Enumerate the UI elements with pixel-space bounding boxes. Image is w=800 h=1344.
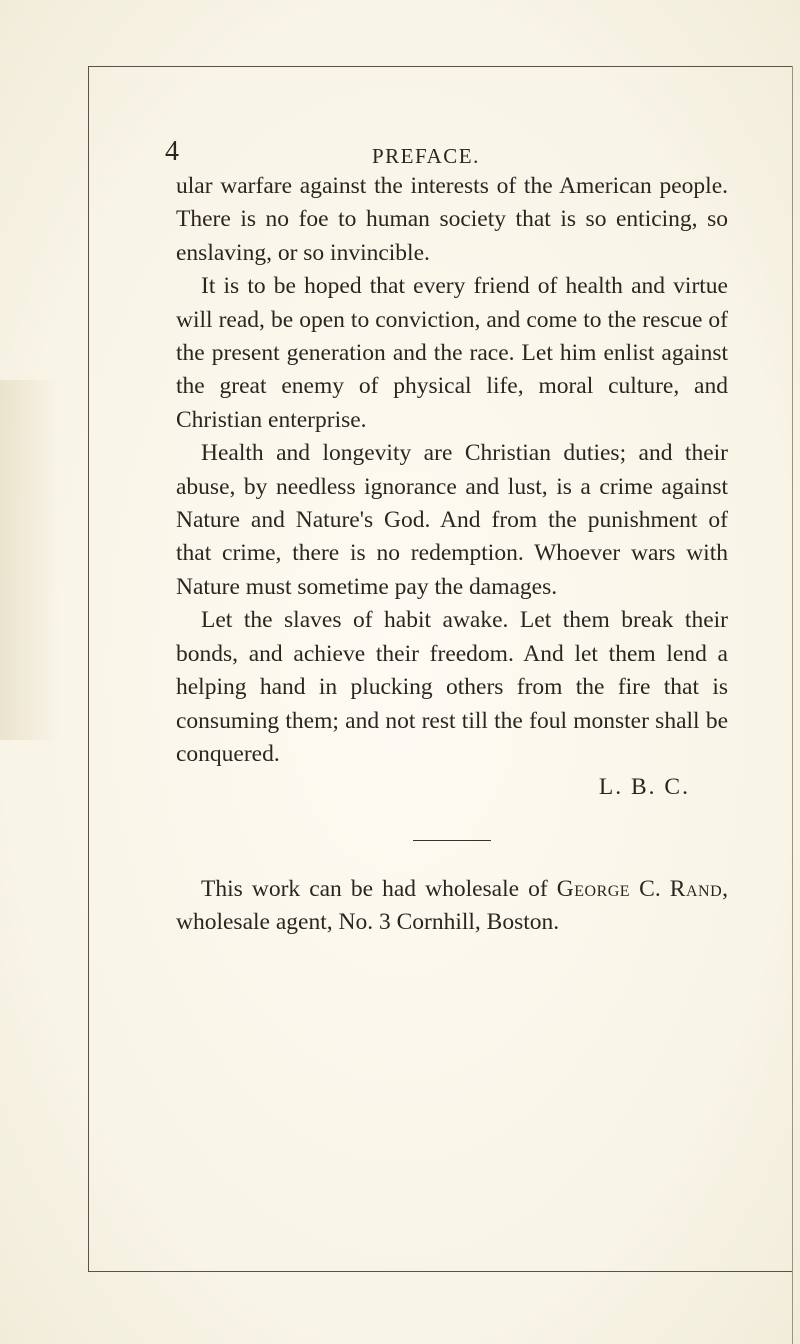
publisher-name-first: George bbox=[556, 875, 631, 902]
page-edge-shadow bbox=[0, 380, 60, 740]
notice-text: C. bbox=[630, 875, 670, 902]
publisher-name-last: Rand bbox=[669, 875, 723, 902]
page-number: 4 bbox=[165, 136, 179, 167]
border-rule-top bbox=[88, 66, 792, 67]
publisher-notice bbox=[176, 873, 728, 940]
notice-text: This work can be had wholesale of bbox=[201, 875, 557, 902]
paragraph: Let the slaves of habit awake. Let them break their bonds, and achieve their freedom. And let them lend a helping hand in plucking others from the fire that is consuming them; and not rest till the foul monster shall be conquered. bbox=[176, 607, 728, 767]
running-head: PREFACE. bbox=[372, 144, 480, 168]
notice-text: , wholesale agent, No. 3 Cornhill, Boston. bbox=[176, 875, 728, 936]
paragraph: ular warfare against the interests of the American people. There is no foe to human society that is so enticing, so enslaving, or so invincible. bbox=[176, 173, 728, 266]
paragraph: It is to be hoped that every friend of health and virtue will read, be open to conviction, and come to the rescue of the present generation and the race. Let him enlist against the great enemy of physical life, moral culture, and Christian enterprise. bbox=[176, 273, 728, 433]
border-rule-right bbox=[792, 66, 793, 1344]
paragraph: Health and longevity are Christian duties; and their abuse, by needless ignorance and lust, is a crime against Nature and Nature's God. And from the punishment of that crime, there is no redemption. Whoever wars with Nature must sometime pay the damages. bbox=[176, 440, 728, 600]
border-rule-left bbox=[88, 66, 89, 1272]
body-text bbox=[176, 170, 728, 940]
border-rule-bottom bbox=[88, 1271, 792, 1272]
separator-rule bbox=[413, 840, 491, 841]
signature: L. B. C. bbox=[598, 774, 690, 801]
